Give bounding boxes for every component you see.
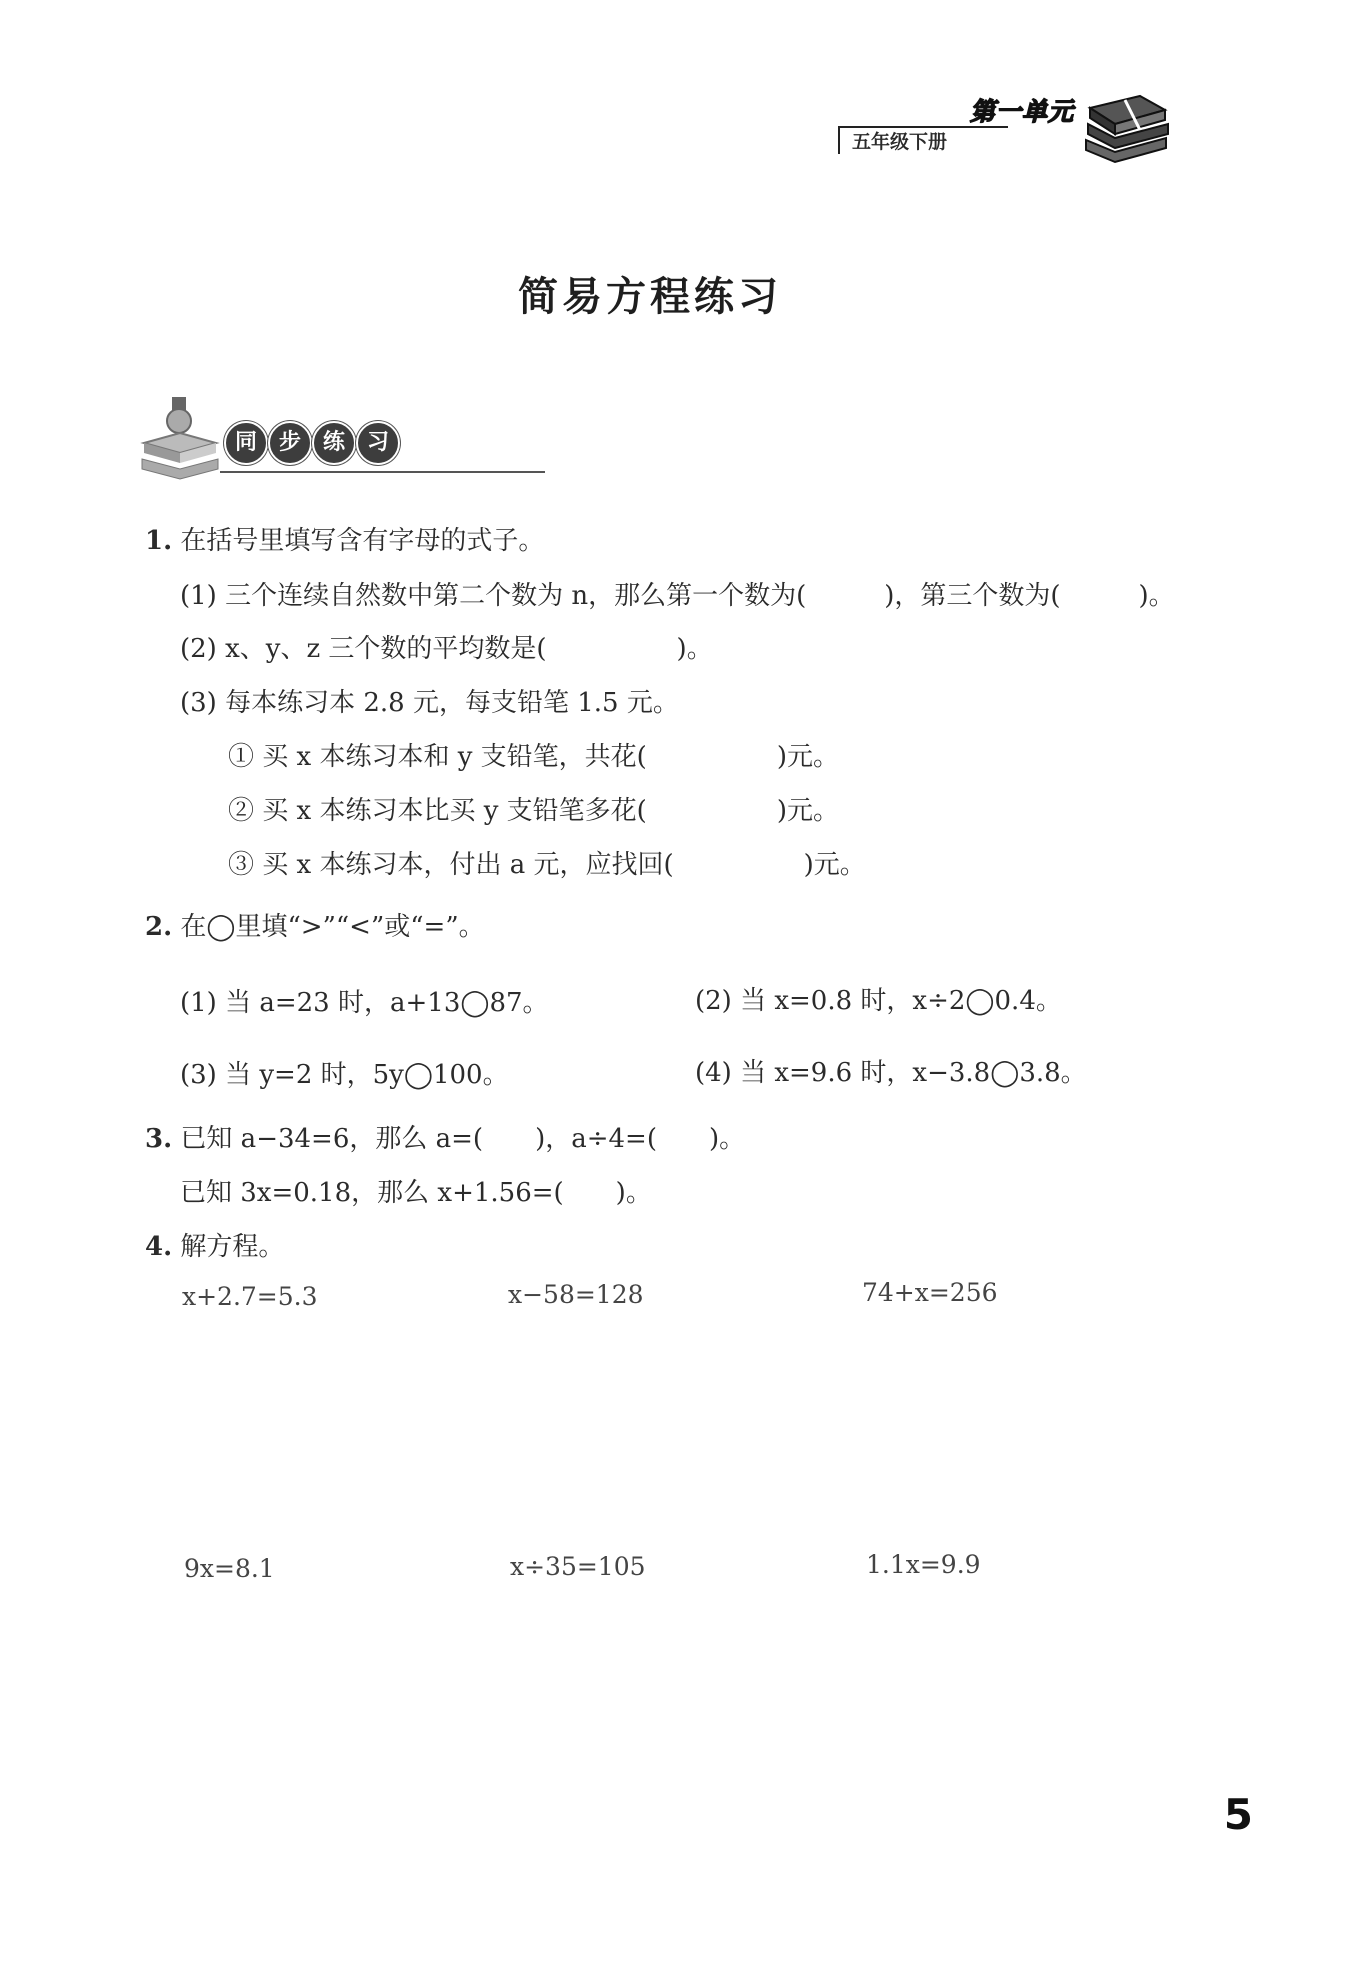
q1-item-3c: ③ 买 x 本练习本，付出 a 元，应找回( )元。	[228, 850, 866, 880]
equation-4: 9x=8.1	[184, 1554, 275, 1583]
q3-line-1	[145, 1118, 745, 1155]
q4-prompt: 解方程。	[180, 1232, 285, 1262]
q1-number: 1.	[145, 526, 173, 556]
q1-prompt: 在括号里填写含有字母的式子。	[180, 526, 545, 556]
equation-3: 74+x=256	[862, 1278, 998, 1307]
equation-2: x−58=128	[508, 1280, 644, 1309]
book-stack-icon	[140, 395, 220, 485]
q2-item-3: (3) 当 y=2 时，5y◯100。	[180, 1060, 509, 1090]
section-char-4: 习	[356, 421, 400, 465]
section-underline	[220, 471, 545, 473]
q1-item-2: (2) x、y、z 三个数的平均数是( )。	[180, 634, 713, 664]
equation-5: x÷35=105	[510, 1552, 646, 1581]
q4-heading	[145, 1226, 284, 1263]
q3-text-1: 已知 a−34=6，那么 a=( )，a÷4=( )。	[180, 1124, 746, 1154]
q2-number: 2.	[145, 912, 173, 942]
q1-item-3b: ② 买 x 本练习本比买 y 支铅笔多花( )元。	[228, 796, 839, 826]
q1-heading	[145, 520, 544, 557]
page-number: 5	[1223, 1790, 1253, 1839]
section-header	[140, 395, 420, 485]
q2-item-1: (1) 当 a=23 时，a+13◯87。	[180, 988, 549, 1018]
section-char-2: 步	[268, 421, 312, 465]
grade-label: 五年级下册	[838, 126, 1008, 154]
q2-item-2: (2) 当 x=0.8 时，x÷2◯0.4。	[695, 986, 1062, 1016]
equation-6: 1.1x=9.9	[866, 1550, 981, 1579]
q3-line-2: 已知 3x=0.18，那么 x+1.56=( )。	[180, 1178, 652, 1208]
q3-number: 3.	[145, 1124, 173, 1154]
q2-item-4: (4) 当 x=9.6 时，x−3.8◯3.8。	[695, 1058, 1087, 1088]
unit-badge	[830, 88, 1170, 168]
books-icon	[1080, 88, 1170, 168]
q2-heading	[145, 906, 485, 943]
q2-prompt: 在◯里填“>”“<”或“=”。	[180, 912, 485, 942]
page-title: 简易方程练习	[518, 274, 782, 320]
unit-label: 第一单元	[970, 97, 1075, 126]
equation-1: x+2.7=5.3	[182, 1282, 318, 1311]
q1-item-3a: ① 买 x 本练习本和 y 支铅笔，共花( )元。	[228, 742, 839, 772]
section-char-1: 同	[224, 421, 268, 465]
section-char-3: 练	[312, 421, 356, 465]
q1-item-3: (3) 每本练习本 2.8 元，每支铅笔 1.5 元。	[180, 688, 679, 718]
q4-number: 4.	[145, 1232, 173, 1262]
q1-item-1: (1) 三个连续自然数中第二个数为 n，那么第一个数为( )，第三个数为( )。	[180, 581, 1175, 611]
